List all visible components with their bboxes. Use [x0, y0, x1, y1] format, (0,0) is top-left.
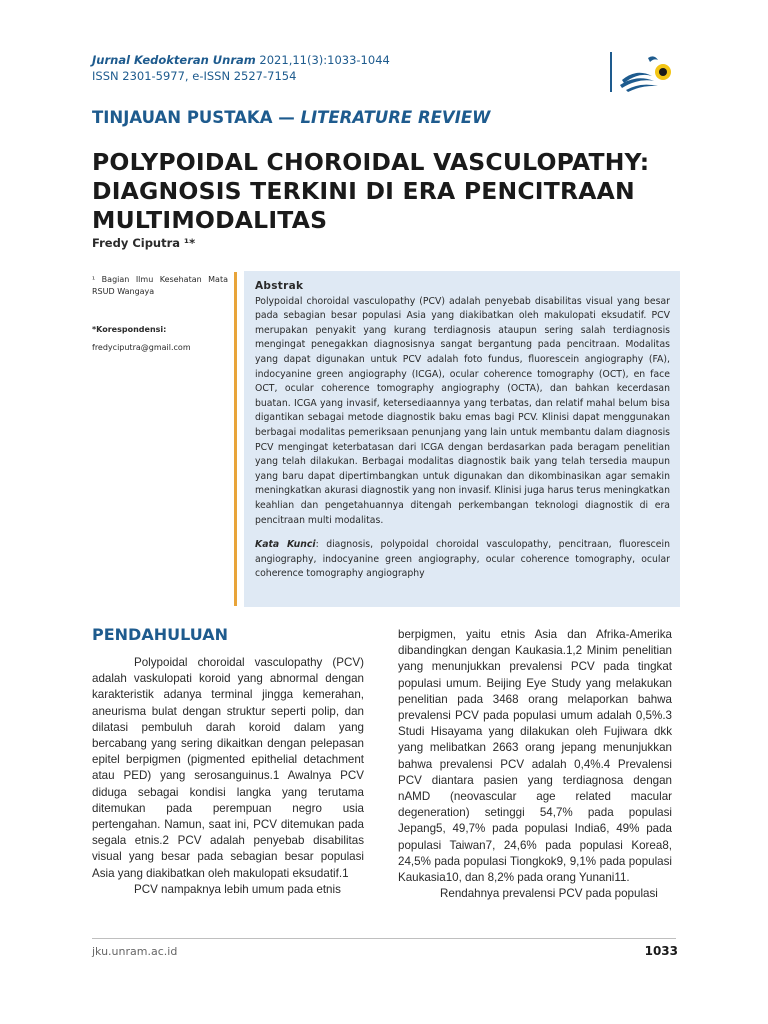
- article-title: POLYPOIDAL CHOROIDAL VASCULOPATHY: DIAGNOSIS TERKINI DI ERA PENCITRAAN MULTIMODALITAS: [92, 148, 650, 234]
- abstract-box: [244, 271, 680, 607]
- author-info: [92, 274, 228, 354]
- footer-url: jku.unram.ac.id: [92, 945, 178, 958]
- journal-name: Jurnal Kedokteran Unram: [92, 53, 256, 67]
- journal-citation: 2021,11(3):1033-1044: [255, 53, 390, 67]
- body-column-left: [92, 625, 364, 898]
- abstract-text: Polypoidal choroidal vasculopathy (PCV) adalah penyebab disabilitas visual yang besar pada sebagian besar populasi Asia yang diakibatkan oleh makulopati eksudatif. PCV merupakan penyakit yang kurang terdiagnosis ataupun sering salah terdiagnosis mengingat penegakkan diagnosisnya sangat bergantung pada pencitraan. Modalitas yang dapat digunakan untuk PCV adalah foto fundus, fluorescein angiography (FA), indocyanine green angiography (ICGA), ocular coherence tomography (OCT), en face OCT, ocular coherence tomography angiography (OCTA), dan bahkan kecerdasan buatan. ICGA yang invasif, ketersediaannya yang terbatas, dan relatif mahal belum bisa digantikan sebagai metode diagnostik baku emas bagi PCV. Klinisi dapat menggunakan berbagai modalitas pemeriksaan penunjang yang lain untuk membantu dalam diagnosis PCV mengingat keterbatasan dari ICGA dengan berdasarkan pada beragam penelitian yang telah dilakukan. Berbagai modalitas diagnostik baik yang telah tersedia maupun yang baru dapat dipertimbangkan untuk digunakan dan dikombinasikan agar semakin meningkatkan akurasi diagnostik yang non invasif. Klinisi juga harus terus meningkatkan keahlian dan pengetahuannya ditengah perkembangan teknologi diagnostik di era pencitraan multi modalitas.: [255, 295, 670, 526]
- article-type-dash: —: [272, 108, 301, 127]
- article-type: [92, 108, 490, 127]
- section-heading: PENDAHULUAN: [92, 625, 228, 644]
- keywords-label: Kata Kunci: [255, 539, 316, 551]
- body-paragraph: Rendahnya prevalensi PCV pada populasi: [440, 887, 658, 901]
- journal-issn: ISSN 2301-5977, e-ISSN 2527-7154: [92, 69, 297, 83]
- affiliation: ¹ Bagian Ilmu Kesehatan Mata RSUD Wangaya: [92, 275, 228, 296]
- journal-logo-icon: [618, 50, 676, 92]
- body-paragraph: Polypoidal choroidal vasculopathy (PCV) adalah vaskulopati koroid yang abnormal dengan karakteristik adanya terminal jingga kemerahan, aneurisma bulat dengan struktur seperti polip, dan dilatasi pembuluh darah koroid dalam yang bercabang yang sering dikaitkan dengan pelepasan epitel berpigmen (pigmented epithelial detachment atau PED) yang serosanguinus.1 Awalnya PCV diduga sebagai kondisi langka yang terutama ditemukan pada perempuan negro usia pertengahan. Namun, saat ini, PCV ditemukan pada segala etnis.2 PCV adalah penyebab disabilitas visual yang besar pada sebagian besar populasi Asia yang diakibatkan oleh makulopati eksudatif.1: [92, 656, 364, 880]
- abstract-heading: Abstrak: [255, 280, 304, 292]
- abstract-separator: [234, 272, 237, 606]
- article-type-en: LITERATURE REVIEW: [300, 108, 491, 127]
- body-paragraph: PCV nampaknya lebih umum pada etnis: [134, 882, 341, 896]
- journal-header: [92, 52, 390, 84]
- page-number: 1033: [644, 944, 678, 958]
- header-divider: [610, 52, 612, 92]
- author-name: Fredy Ciputra ¹*: [92, 236, 196, 250]
- body-column-right: [398, 627, 672, 902]
- keywords-text: : diagnosis, polypoidal choroidal vasculopathy, pencitraan, fluorescein angiography, indocyanine green angiography, ocular coherence tomography, ocular coherence tomography angiography: [255, 539, 670, 580]
- keywords: [255, 538, 670, 582]
- article-type-id: TINJAUAN PUSTAKA: [92, 108, 273, 127]
- correspondence-heading: *Korespondensi:: [92, 325, 167, 334]
- footer-divider: [92, 938, 676, 939]
- correspondence-email: fredyciputra@gmail.com: [92, 343, 191, 352]
- body-paragraph: berpigmen, yaitu etnis Asia dan Afrika-Amerika dibandingkan dengan Kaukasia.1,2 Minim penelitian yang menunjukkan prevalensi PCV pada tingkat populasi umum. Beijing Eye Study yang melakukan penelitian pada 3468 orang melaporkan bahwa prevalensi PCV pada populasi umum adalah 0,5%.3 Studi Hisayama yang dilakukan oleh Fujiwara dkk yang melibatkan 2663 orang jepang menunjukkan bahwa prevalensi PCV adalah 0,4%.4 Prevalensi PCV diantara pasien yang terdiagnosa dengan nAMD (neovascular age related macular degeneration) setinggi 54,7% pada populasi Jepang5, 49,7% pada populasi India6, 49% pada populasi Taiwan7, 24,6% pada populasi Korea8, 24,5% pada populasi Tiongkok9, 9,1% pada populasi Kaukasia10, dan 8,2% pada orang Yunani11.: [398, 628, 672, 885]
